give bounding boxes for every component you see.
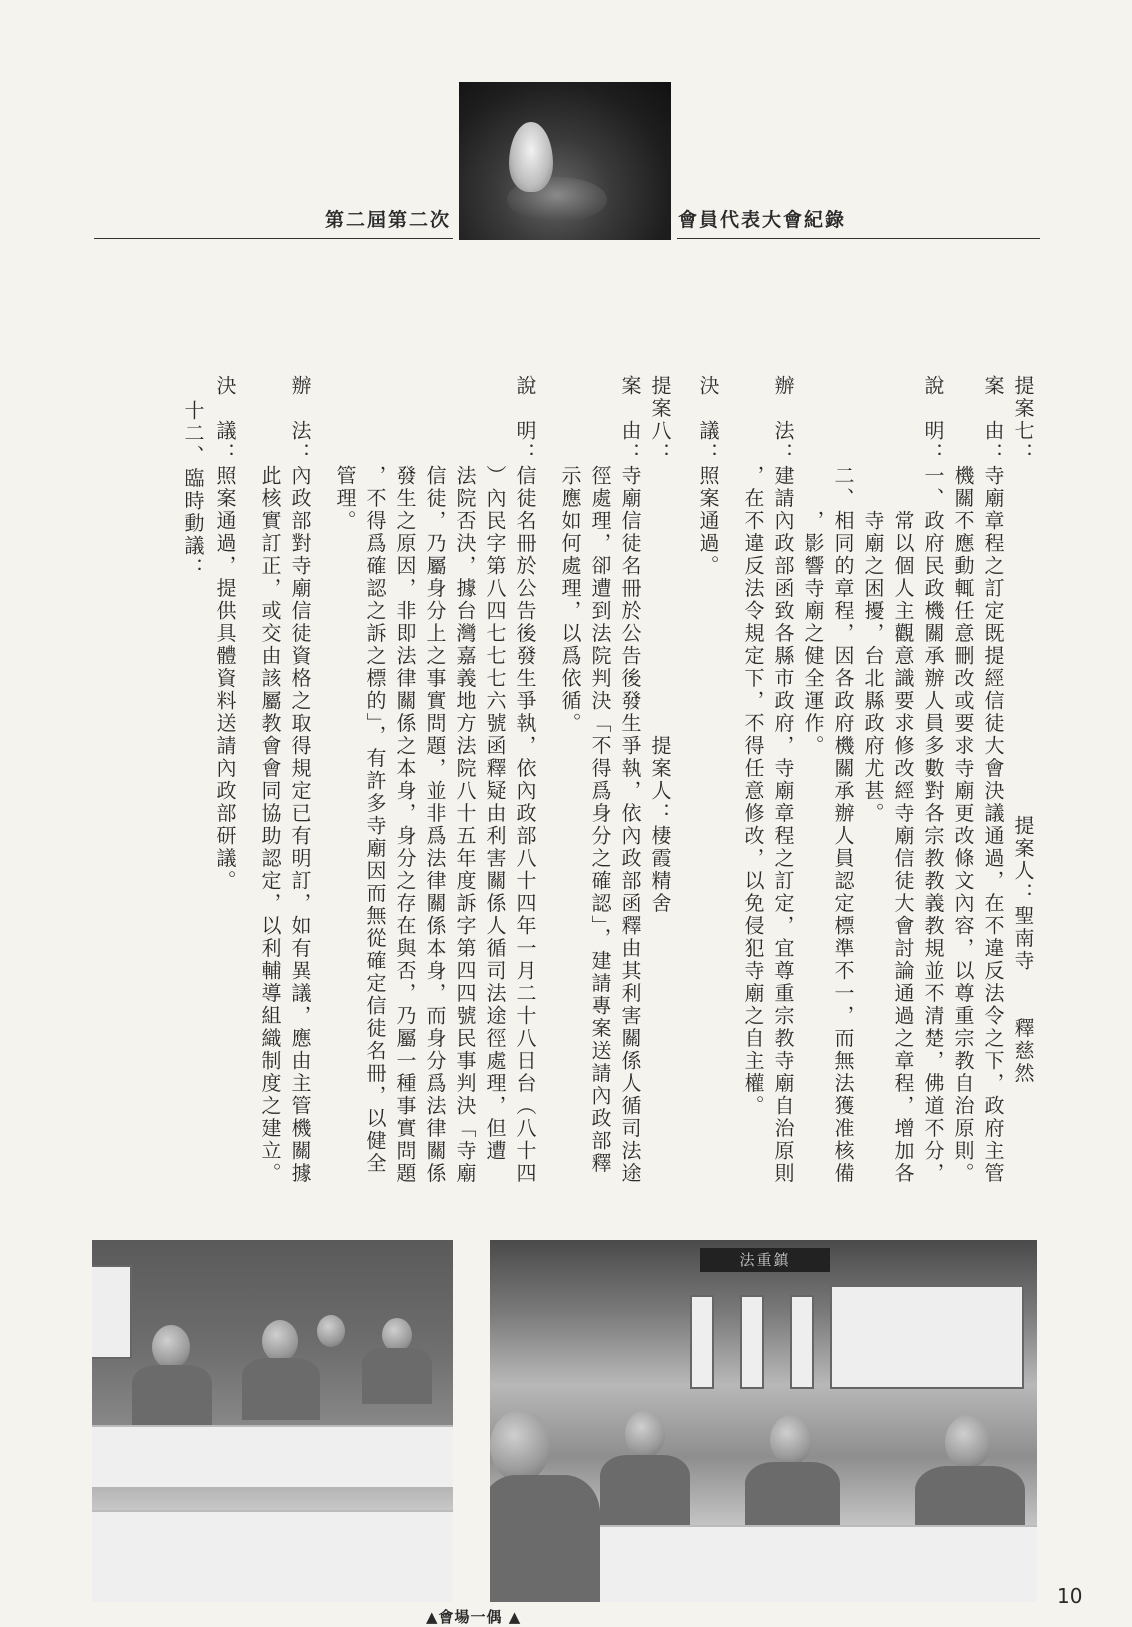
text-column-3: 機關不應動輒任意刪改或要求寺廟更改條文內容，以尊重宗教自治原則。 [951,375,975,1185]
text-column-17: ）內民字第八四七七七六號函釋疑由利害關係人循司法途徑處理，但遭 [483,375,507,1163]
text-column-8: ，影響寺廟之健全運作。 [801,375,825,758]
attendee-head [262,1320,298,1362]
text-column-16: 說 明：信徒名冊於公告後發生爭執，依內政部八十四年一月二十八日台（八十四 [513,375,537,1185]
lotus-bloom [509,122,553,192]
photo-caption: ▲會場一偶 ▲ [426,1608,522,1626]
proposer-7: 提案人：聖南寺 釋慈然 [1011,815,1035,1085]
text-column-10: ，在不違反法令規定下，不得任意修改，以免侵犯寺廟之自主權。 [741,375,765,1118]
attendee-body [490,1475,600,1602]
text-column-25: 決 議：照案通過，提供具體資料送請內政部研議。 [213,375,237,893]
attendee-head [317,1315,345,1347]
text-column-22: 管理。 [333,375,357,533]
text-column-4: 說 明：一、政府民政機關承辦人員多數對各宗教教義教規並不清楚，佛道不分， [921,375,945,1185]
desk [92,1425,453,1487]
header-left-title: 第二屆第二次 [325,209,452,231]
attendee-body [132,1365,212,1425]
attendee-head [152,1325,190,1369]
text-column-9: 辦 法：建請內政部函致各縣市政府，寺廟章程之訂定，宜尊重宗教寺廟自治原則 [771,375,795,1185]
text-column-12: 提案八： [648,375,672,465]
text-column-20: 發生之原因，非即法律關係之本身，身分之存在與否，乃屬一種事實問題 [393,375,417,1185]
attendee-body [600,1455,690,1525]
text-column-15: 示應如何處理，以爲依循。 [558,375,582,735]
text-column-19: 信徒，乃屬身分上之事實問題，並非爲法律關係本身，而身分爲法律關係 [423,375,447,1185]
attendee-body [242,1358,320,1420]
meeting-photo-left [92,1240,453,1602]
attendee-body [745,1462,840,1534]
text-column-11: 決 議：照案通過。 [696,375,720,578]
text-column-5: 常以個人主觀意識要求修改經寺廟信徒大會討論通過之章程，增加各 [891,375,915,1185]
photo-window [740,1295,764,1389]
lotus-photo [459,82,671,240]
photo-window [830,1285,1024,1389]
text-column-13: 案 由：寺廟信徒名冊於公告後發生爭執，依內政部函釋由其利害關係人循司法途 [618,375,642,1185]
text-column-23: 辦 法：內政部對寺廟信徒資格之取得規定已有明訂，如有異議，應由主管機關據 [288,375,312,1185]
header-rule-left [94,238,453,239]
attendee-head [625,1410,665,1458]
page-number: 10 [1057,1584,1083,1608]
photo-window [690,1295,714,1389]
desk [92,1510,453,1602]
proposer-8: 提案人：棲霞精舍 [648,735,672,915]
photo-window [790,1295,814,1389]
text-column-24: 此核實訂正，或交由該屬教會會同協助認定，以利輔導組織制度之建立。 [258,375,282,1185]
text-column-21: ，不得爲確認之訴之標的」，有許多寺廟因而無從確定信徒名冊，以健全 [363,375,387,1175]
text-column-18: 法院否決，據台灣嘉義地方法院八十五年度訴字第四四號民事判決「寺廟 [453,375,477,1185]
header-right-title: 會員代表大會紀錄 [678,209,847,231]
text-column-26: 十二、臨時動議： [181,400,205,580]
attendee-head [770,1415,812,1465]
attendee-head [945,1415,991,1469]
desk [600,1525,1037,1602]
header-rule-right [677,238,1040,239]
attendee-body [362,1348,432,1404]
attendee-head [490,1410,550,1482]
photo-window [92,1265,132,1359]
meeting-photo-right [490,1240,1037,1602]
text-column-2: 案 由：寺廟章程之訂定既提經信徒大會決議通過，在不違反法令之下，政府主管 [981,375,1005,1185]
text-column-1: 提案七： [1011,375,1035,465]
attendee-head [382,1318,412,1352]
text-column-7: 二、相同的章程，因各政府機關承辦人員認定標準不一，而無法獲准核備 [831,375,855,1185]
text-column-14: 徑處理，卻遭到法院判決「不得爲身分之確認」，建請專案送請內政部釋 [588,375,612,1175]
text-column-6: 寺廟之困擾，台北縣政府尤甚。 [861,375,885,825]
hall-sign: 法重鎮 [700,1248,830,1272]
